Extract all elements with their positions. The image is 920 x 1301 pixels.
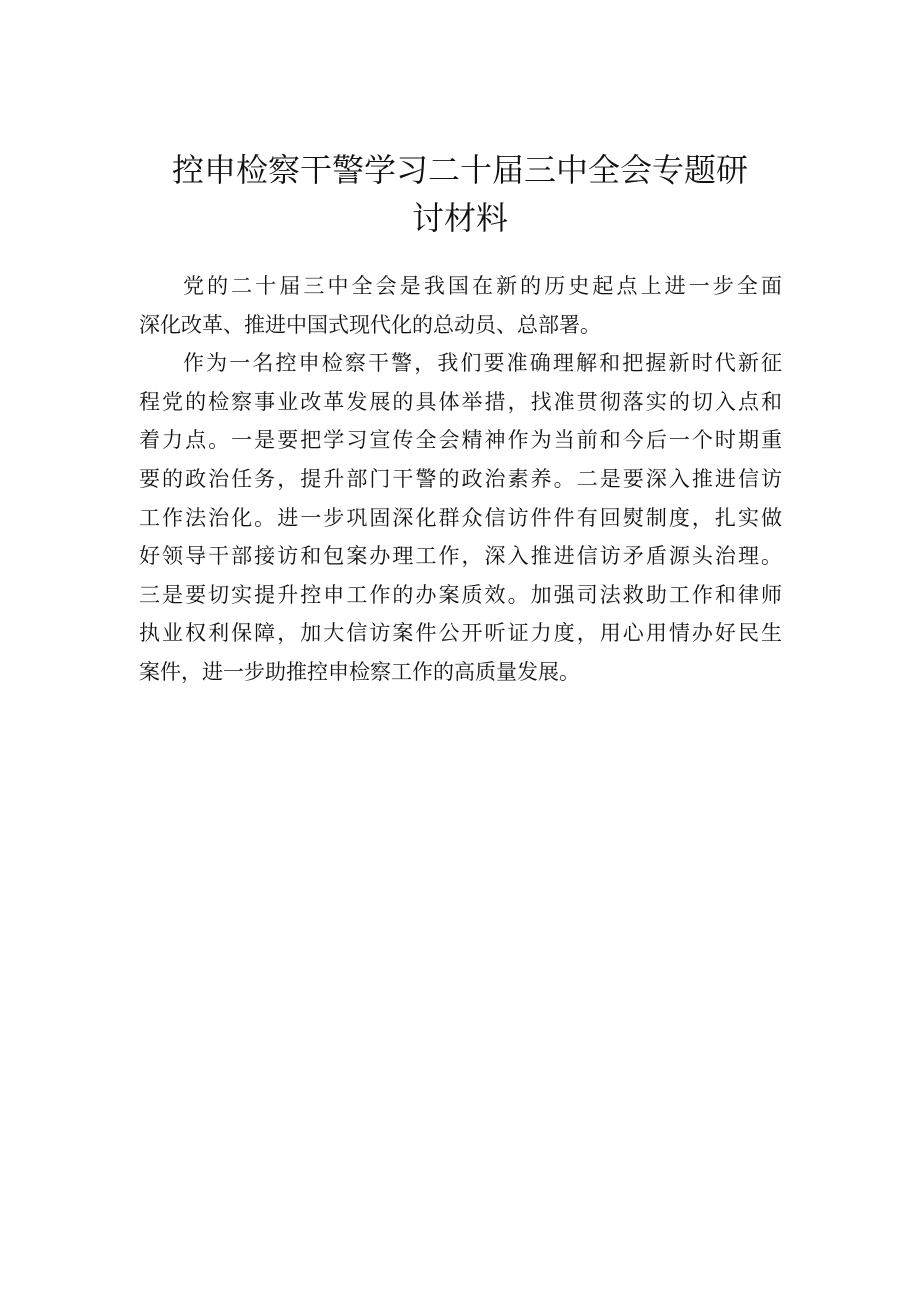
document-body [139, 267, 782, 692]
paragraph-2-line-5: 工作法治化。进一步巩固深化群众信访件件有回熨制度，扎实做 [139, 505, 782, 530]
document-title [140, 146, 780, 242]
paragraph-1 [139, 267, 782, 344]
paragraph-2-line-1: 作为一名控申检察干警，我们要准确理解和把握新时代新征 [183, 351, 782, 376]
title-line-2: 讨材料 [411, 199, 508, 237]
paragraph-1-line-2: 深化改革、推进中国式现代化的总动员、总部署。 [139, 312, 601, 337]
paragraph-2-line-8: 执业权利保障，加大信访案件公开听证力度，用心用情办好民生 [139, 621, 782, 646]
title-line-1: 控申检察干警学习二十届三中全会专题研 [171, 151, 748, 189]
paragraph-1-line-1: 党的二十届三中全会是我国在新的历史起点上进一步全面 [183, 274, 782, 298]
paragraph-2-line-7: 三是要切实提升控申工作的办案质效。加强司法救助工作和律师 [139, 582, 782, 607]
paragraph-2 [139, 344, 782, 691]
paragraph-2-line-9: 案件，进一步助推控申检察工作的高质量发展。 [139, 659, 580, 684]
paragraph-2-line-4: 要的政治任务，提升部门干警的政治素养。二是要深入推进信访 [139, 466, 782, 491]
paragraph-2-line-2: 程党的检察事业改革发展的具体举措，找准贯彻落实的切入点和 [139, 389, 782, 414]
paragraph-2-line-6: 好领导干部接访和包案办理工作，深入推进信访矛盾源头治理。 [139, 544, 782, 569]
paragraph-2-line-3: 着力点。一是要把学习宣传全会精神作为当前和今后一个时期重 [139, 428, 782, 453]
